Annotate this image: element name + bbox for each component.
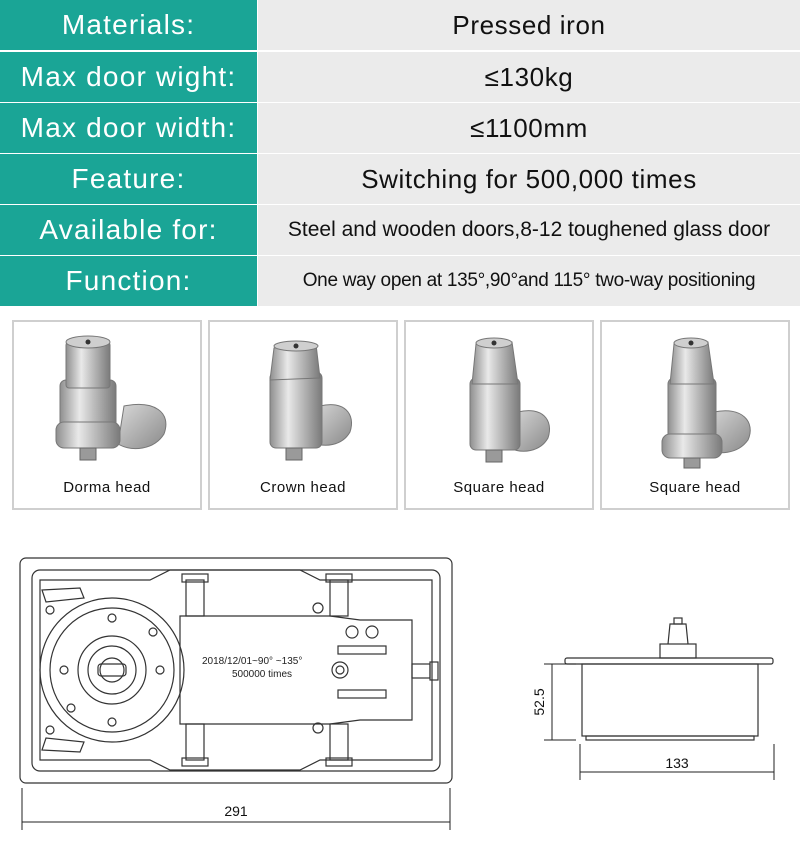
- spec-value: ≤1100mm: [258, 103, 800, 153]
- head-card-square-1: [404, 320, 594, 510]
- head-card-dorma: [12, 320, 202, 510]
- spec-value: Steel and wooden doors,8-12 toughened glass door: [258, 205, 800, 255]
- stamp-text-line2: 500000 times: [232, 669, 293, 680]
- dimension-length: 291: [224, 803, 248, 819]
- spec-row-materials: [0, 0, 800, 50]
- spec-label: Function:: [0, 256, 257, 306]
- spec-row-available-for: [0, 205, 800, 255]
- spec-label: Available for:: [0, 205, 257, 255]
- head-caption: Square head: [649, 479, 741, 496]
- stamp-text-line1: 2018/12/01~90° ~135°: [202, 656, 303, 667]
- spec-label: Max door wight:: [0, 52, 257, 102]
- spec-label: Feature:: [0, 154, 257, 204]
- spec-value: ≤130kg: [258, 52, 800, 102]
- spec-value: Pressed iron: [258, 0, 800, 50]
- head-caption: Square head: [453, 479, 545, 496]
- dimension-height: 52.5: [531, 688, 547, 716]
- spec-label: Max door width:: [0, 103, 257, 153]
- technical-drawing: [0, 540, 800, 836]
- head-card-crown: [208, 320, 398, 510]
- spec-label: Materials:: [0, 0, 257, 50]
- spec-value: Switching for 500,000 times: [258, 154, 800, 204]
- spec-row-max-door-width: [0, 103, 800, 153]
- spec-row-feature: [0, 154, 800, 204]
- head-caption: Dorma head: [63, 479, 151, 496]
- head-gallery: [0, 320, 800, 512]
- spec-row-max-door-weight: [0, 52, 800, 102]
- floor-spring-drawing: [0, 540, 800, 836]
- head-caption: Crown head: [260, 479, 346, 496]
- spec-value: One way open at 135°,90°and 115° two-way positioning: [258, 256, 800, 306]
- dimension-width: 133: [665, 755, 689, 771]
- spec-row-function: [0, 256, 800, 306]
- head-card-square-2: [600, 320, 790, 510]
